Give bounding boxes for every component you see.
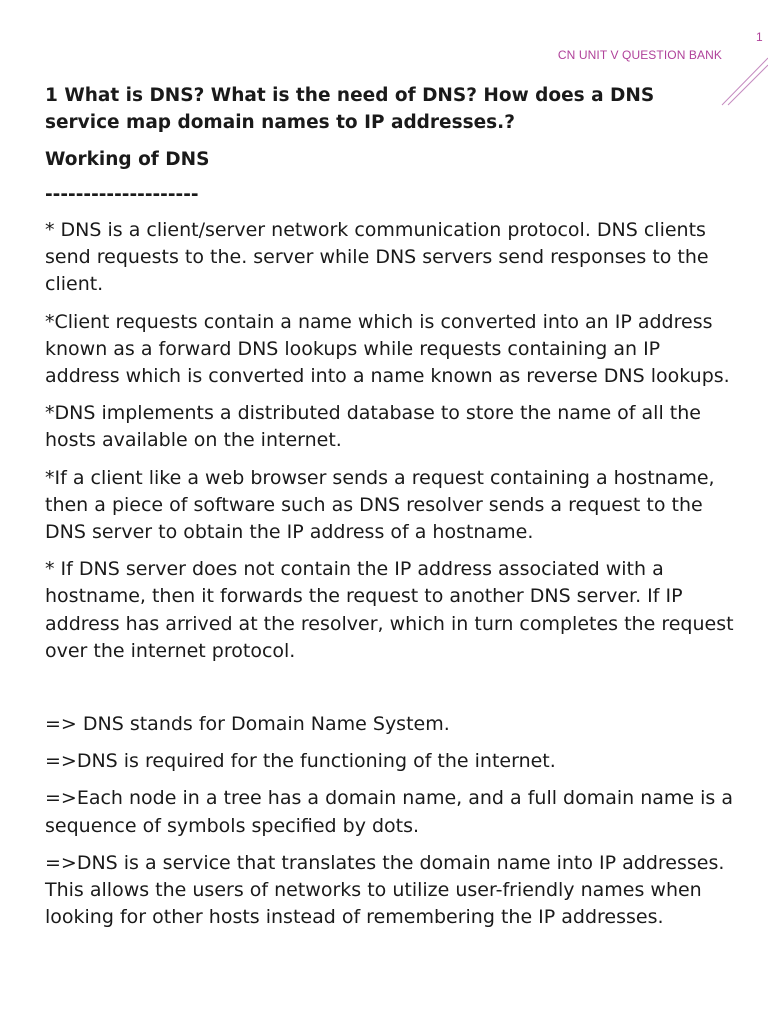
note-paragraph: => DNS stands for Domain Name System. (45, 713, 450, 736)
note-paragraph: =>DNS is a service that translates the domain name into IP addresses. This allows the users of networks to utilize user-friendly names when looking for other hosts instead of remembering the IP addresses. (45, 851, 725, 929)
note-paragraph: =>Each node in a tree has a domain name, and a full domain name is a sequence of symbols specified by dots. (45, 787, 734, 837)
header-title: CN UNIT V QUESTION BANK (557, 48, 722, 62)
page-number: 1 (756, 30, 763, 44)
question-title: 1 What is DNS? What is the need of DNS? How does a DNS service map domain names to IP addresses.? (45, 85, 655, 133)
section-heading: Working of DNS (45, 149, 210, 170)
point-paragraph: * If DNS server does not contain the IP address associated with a hostname, then it forwards the request to another DNS server. If IP address has arrived at the resolver, which in turn completes the request over the internet protocol. (45, 558, 734, 662)
point-paragraph: *If a client like a web browser sends a request containing a hostname, then a piece of software such as DNS resolver sends a request to the DNS server to obtain the IP address of a hostname. (45, 466, 715, 544)
divider-line: -------------------- (45, 184, 199, 205)
point-paragraph: *DNS implements a distributed database to store the name of all the hosts available on the internet. (45, 402, 701, 452)
point-paragraph: * DNS is a client/server network communication protocol. DNS clients send requests to the. server while DNS servers send responses to the client. (45, 219, 709, 296)
question-content (45, 82, 735, 931)
point-paragraph: *Client requests contain a name which is converted into an IP address known as a forward DNS lookups while requests containing an IP address which is converted into a name known as reverse DNS lookups. (45, 310, 730, 388)
note-paragraph: =>DNS is required for the functioning of the internet. (45, 750, 556, 773)
